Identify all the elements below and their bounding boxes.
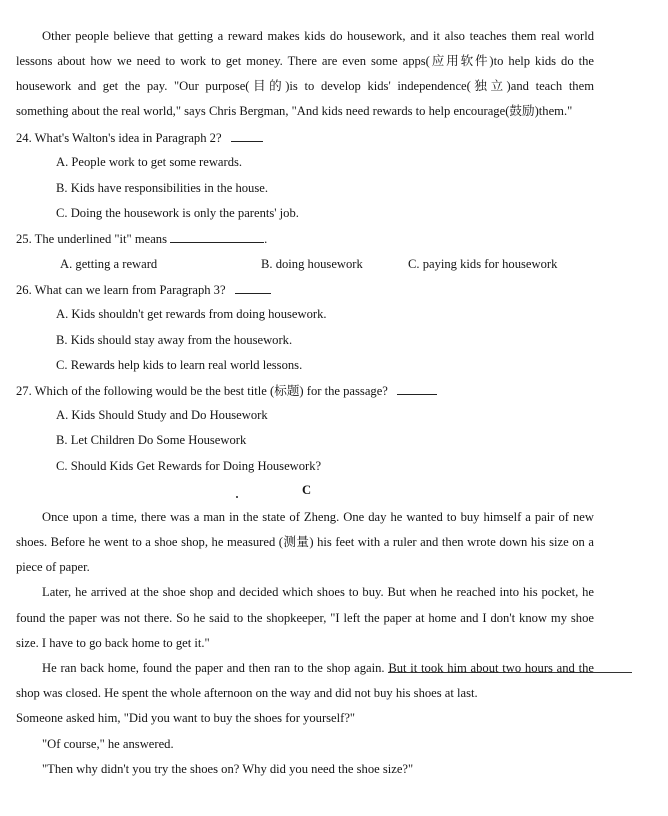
option: B. Kids have responsibilities in the house. [56, 181, 268, 195]
passage-line: "Of course," he answered. [42, 737, 174, 751]
option: C. Should Kids Get Rewards for Doing Housework? [56, 459, 322, 473]
passage-line: shop was closed. He spent the whole afternoon on the way and did not buy his shoes at last. [16, 686, 478, 700]
question-27 [16, 382, 437, 399]
option: A. Kids Should Study and Do Housework [56, 408, 268, 422]
pen-underline-mark [388, 672, 632, 673]
option: A. Kids shouldn't get rewards from doing housework. [56, 307, 327, 321]
question-24 [16, 129, 263, 146]
passage-line: housework and get the pay. "Our purpose(目的)is to develop kids' independence(独立)and teach them [16, 79, 594, 93]
question-stem: 26. What can we learn from Paragraph 3? [16, 283, 226, 297]
question-stem: 24. What's Walton's idea in Paragraph 2? [16, 131, 222, 145]
passage-line: lessons about how we need to work to get money. There are even some apps(应用软件)to help kids do the [16, 54, 594, 68]
passage-line: He ran back home, found the paper and then ran to the shop again. But it took him about two hours and the [42, 661, 594, 675]
answer-blank[interactable] [170, 230, 264, 243]
passage-line: "Then why didn't you try the shoes on? Why did you need the shoe size?" [42, 762, 414, 776]
stray-mark [236, 496, 238, 498]
question-stem: 25. The underlined "it" means [16, 232, 167, 246]
option: B. doing housework [261, 257, 363, 271]
answer-blank[interactable] [231, 129, 263, 142]
answer-blank[interactable] [397, 382, 437, 395]
passage-line: Someone asked him, "Did you want to buy the shoes for yourself?" [16, 711, 356, 725]
option: B. Kids should stay away from the housework. [56, 333, 293, 347]
passage-line: Later, he arrived at the shoe shop and decided which shoes to buy. But when he reached into his pocket, he [42, 585, 594, 599]
passage-line: shoes. Before he went to a shoe shop, he measured (测量) his feet with a ruler and then wrote down his size on a [16, 535, 594, 549]
option: A. People work to get some rewards. [56, 155, 243, 169]
passage-line: found the paper was not there. So he said to the shopkeeper, "I left the paper at home and I don't know my shoe [16, 611, 594, 625]
passage-line: size. I have to go back home to get it." [16, 636, 210, 650]
answer-blank[interactable] [235, 281, 271, 294]
question-stem: 27. Which of the following would be the best title (标题) for the passage? [16, 384, 388, 398]
passage-line: something about the real world," says Chris Bergman, "And kids need rewards to help encourage(鼓励)them." [16, 104, 573, 118]
option: C. Doing the housework is only the parents' job. [56, 206, 299, 220]
passage-line: Other people believe that getting a reward makes kids do housework, and it also teaches them real world [42, 29, 594, 43]
question-26 [16, 281, 271, 298]
passage-line: piece of paper. [16, 560, 90, 574]
option: C. Rewards help kids to learn real world lessons. [56, 358, 303, 372]
option: A. getting a reward [60, 257, 158, 271]
option: C. paying kids for housework [408, 257, 558, 271]
question-25: 25. The underlined "it" means . [16, 232, 268, 246]
passage-line: Once upon a time, there was a man in the state of Zheng. One day he wanted to buy himself a pair of new [42, 510, 594, 524]
option: B. Let Children Do Some Housework [56, 433, 247, 447]
section-heading: C [302, 483, 312, 497]
